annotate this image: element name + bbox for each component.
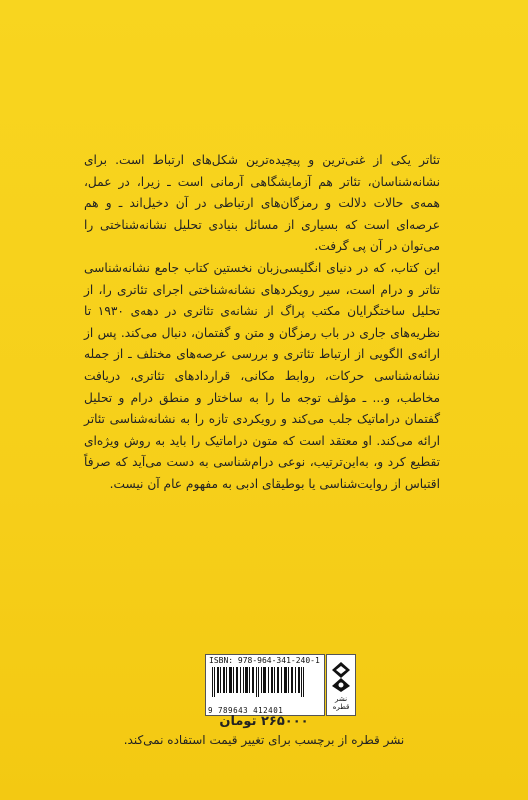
isbn-text: ISBN: 978-964-341-240-1 xyxy=(209,656,320,665)
publisher-logo-text: نشر قطره xyxy=(332,695,350,711)
price-label: ۲۶۵۰۰۰ تومان xyxy=(219,714,309,729)
barcode-digits: 9 789643 412401 xyxy=(208,706,284,715)
price-notice: نشر قطره از برچسب برای تغییر قیمت استفاده نمی‌کند. xyxy=(123,733,405,747)
publisher-logo xyxy=(326,654,356,716)
back-cover-blurb xyxy=(84,150,440,496)
blurb-paragraph-1: تئاتر یکی از غنی‌ترین و پیچیده‌ترین شکل‌های ارتباط است. برای نشانه‌شناسان، تئاتر هم آزمایشگاهی آرمانی است ـ زیرا، در عمل، همه‌ی حالات دلالت و رمزگان‌های ارتباطی در آن دخیل‌اند ـ و هم عرصه‌ای است که بسیاری از مسائل بنیادی تحلیل نشانه‌شناختی را می‌توان در آن پی گرفت. xyxy=(84,153,440,254)
isbn-barcode xyxy=(205,654,325,716)
publisher-logo-icon xyxy=(329,661,353,693)
barcode-bars xyxy=(210,667,306,705)
blurb-paragraph-2: این کتاب، که در دنیای انگلیسی‌زبان نخستین کتاب جامع نشانه‌شناسی تئاتر و درام است، سیر رویکردهای نشانه‌شناختی اجرای تئاتری را، از تحلیل ساختگرایان مکتب پراگ از نشانه‌ی تئاتری در دهه‌ی ۱۹۳۰ تا نظریه‌های جاری در باب رمزگان و متن و گفتمان، دنبال می‌کند. پس از ارائه‌ی الگویی از ارتباط تئاتری و بررسی عرصه‌های مختلف ـ از جمله نشانه‌شناسی حرکات، روابط مکانی، قراردادهای تئاتری، دریافت مخاطب، و... ـ مؤلف توجه ما را به ساختار و منطق درام و تحلیل گفتمان دراماتیک جلب می‌کند و رویکردی تازه را به نشانه‌شناسی تئاتر ارائه می‌کند. او معتقد است که متون دراماتیک را باید به روش ویژه‌ای تقطیع کرد و، به‌این‌ترتیب، نوعی درام‌شناسی به دست می‌آید که صرفاً اقتباس از روایت‌شناسی یا بوطیقای ادبی به مفهوم عام آن نیست. xyxy=(84,260,440,491)
